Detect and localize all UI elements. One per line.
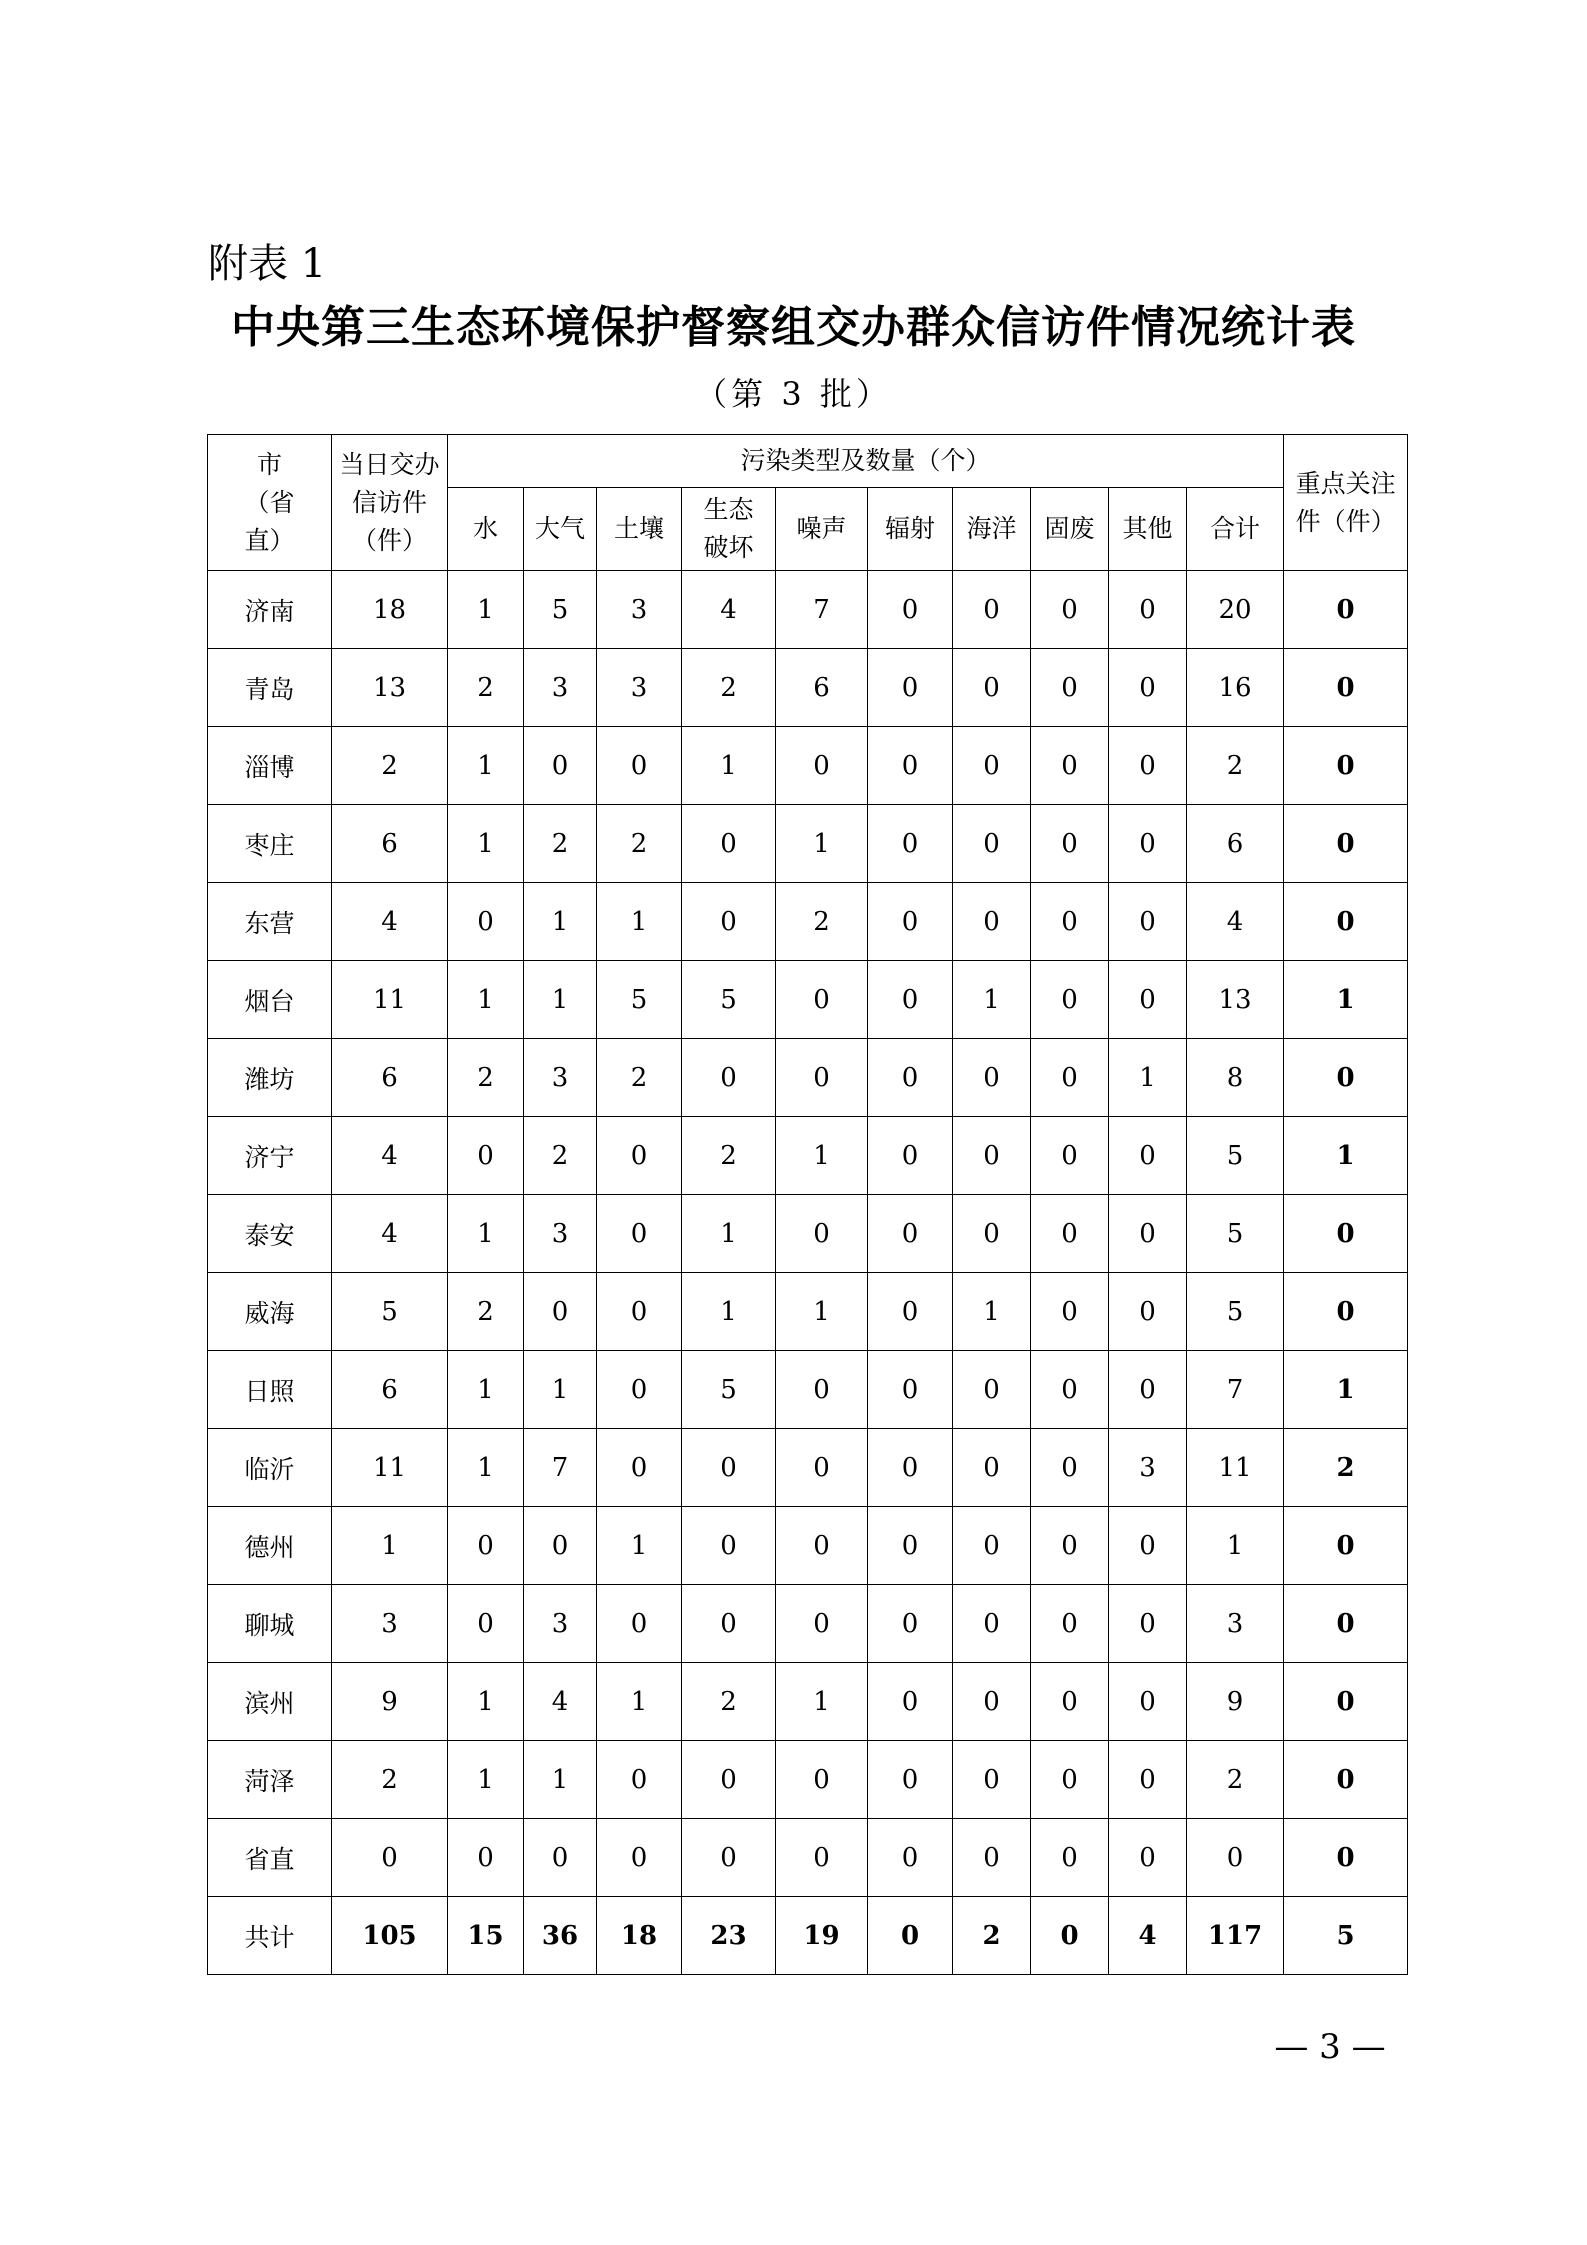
value-cell: 3 bbox=[1187, 1585, 1284, 1663]
header-type-air: 大气 bbox=[524, 488, 597, 571]
value-cell: 0 bbox=[1109, 883, 1187, 961]
city-cell: 青岛 bbox=[208, 649, 332, 727]
city-cell: 枣庄 bbox=[208, 805, 332, 883]
value-cell: 0 bbox=[448, 1507, 524, 1585]
value-cell: 0 bbox=[1109, 1273, 1187, 1351]
value-cell: 117 bbox=[1187, 1897, 1284, 1975]
value-cell: 0 bbox=[1031, 1741, 1109, 1819]
city-cell: 济南 bbox=[208, 571, 332, 649]
page-number: — 3 — bbox=[1274, 2027, 1386, 2067]
value-cell: 1 bbox=[448, 727, 524, 805]
key-case-cell: 1 bbox=[1284, 961, 1408, 1039]
value-cell: 0 bbox=[1109, 961, 1187, 1039]
value-cell: 5 bbox=[1187, 1273, 1284, 1351]
value-cell: 0 bbox=[953, 1585, 1031, 1663]
value-cell: 0 bbox=[1109, 727, 1187, 805]
value-cell: 6 bbox=[776, 649, 868, 727]
value-cell: 5 bbox=[682, 1351, 776, 1429]
value-cell: 0 bbox=[776, 1429, 868, 1507]
city-cell: 日照 bbox=[208, 1351, 332, 1429]
value-cell: 11 bbox=[332, 1429, 448, 1507]
value-cell: 0 bbox=[1109, 1663, 1187, 1741]
value-cell: 0 bbox=[1109, 571, 1187, 649]
header-type-water: 水 bbox=[448, 488, 524, 571]
value-cell: 1 bbox=[448, 961, 524, 1039]
value-cell: 0 bbox=[682, 883, 776, 961]
key-case-cell: 0 bbox=[1284, 727, 1408, 805]
table-row bbox=[208, 805, 1408, 883]
value-cell: 0 bbox=[776, 1195, 868, 1273]
value-cell: 6 bbox=[332, 805, 448, 883]
city-cell: 威海 bbox=[208, 1273, 332, 1351]
value-cell: 5 bbox=[1187, 1117, 1284, 1195]
value-cell: 0 bbox=[868, 1273, 953, 1351]
value-cell: 1 bbox=[953, 1273, 1031, 1351]
value-cell: 36 bbox=[524, 1897, 597, 1975]
value-cell: 0 bbox=[1109, 1351, 1187, 1429]
value-cell: 3 bbox=[597, 649, 682, 727]
value-cell: 4 bbox=[332, 883, 448, 961]
value-cell: 7 bbox=[776, 571, 868, 649]
value-cell: 0 bbox=[597, 1351, 682, 1429]
value-cell: 0 bbox=[597, 1273, 682, 1351]
header-type-ocean: 海洋 bbox=[953, 488, 1031, 571]
value-cell: 0 bbox=[953, 1039, 1031, 1117]
value-cell: 20 bbox=[1187, 571, 1284, 649]
value-cell: 0 bbox=[1109, 1819, 1187, 1897]
value-cell: 2 bbox=[682, 1117, 776, 1195]
value-cell: 0 bbox=[1187, 1819, 1284, 1897]
value-cell: 0 bbox=[597, 1741, 682, 1819]
value-cell: 0 bbox=[1031, 961, 1109, 1039]
table-row bbox=[208, 1273, 1408, 1351]
value-cell: 1 bbox=[682, 1273, 776, 1351]
value-cell: 3 bbox=[524, 1585, 597, 1663]
value-cell: 16 bbox=[1187, 649, 1284, 727]
header-city: 市（省直） bbox=[208, 435, 332, 571]
value-cell: 3 bbox=[1109, 1429, 1187, 1507]
value-cell: 2 bbox=[448, 1039, 524, 1117]
value-cell: 105 bbox=[332, 1897, 448, 1975]
value-cell: 0 bbox=[448, 1117, 524, 1195]
table-row bbox=[208, 1039, 1408, 1117]
value-cell: 5 bbox=[597, 961, 682, 1039]
value-cell: 0 bbox=[1031, 1585, 1109, 1663]
value-cell: 0 bbox=[868, 961, 953, 1039]
value-cell: 0 bbox=[1031, 1429, 1109, 1507]
key-case-cell: 0 bbox=[1284, 649, 1408, 727]
header-key-cases: 重点关注件（件） bbox=[1284, 435, 1408, 571]
value-cell: 0 bbox=[868, 1195, 953, 1273]
value-cell: 0 bbox=[1109, 1507, 1187, 1585]
value-cell: 1 bbox=[597, 883, 682, 961]
value-cell: 0 bbox=[1031, 883, 1109, 961]
value-cell: 2 bbox=[332, 727, 448, 805]
value-cell: 0 bbox=[868, 649, 953, 727]
city-cell: 淄博 bbox=[208, 727, 332, 805]
city-cell: 聊城 bbox=[208, 1585, 332, 1663]
value-cell: 0 bbox=[953, 1663, 1031, 1741]
city-cell: 滨州 bbox=[208, 1663, 332, 1741]
value-cell: 1 bbox=[448, 1351, 524, 1429]
city-cell: 共计 bbox=[208, 1897, 332, 1975]
value-cell: 0 bbox=[682, 1585, 776, 1663]
value-cell: 0 bbox=[868, 1585, 953, 1663]
city-cell: 省直 bbox=[208, 1819, 332, 1897]
value-cell: 2 bbox=[332, 1741, 448, 1819]
value-cell: 1 bbox=[776, 1663, 868, 1741]
value-cell: 0 bbox=[868, 1507, 953, 1585]
value-cell: 0 bbox=[776, 1819, 868, 1897]
value-cell: 0 bbox=[868, 1663, 953, 1741]
value-cell: 1 bbox=[524, 1351, 597, 1429]
value-cell: 7 bbox=[524, 1429, 597, 1507]
table-row bbox=[208, 1195, 1408, 1273]
value-cell: 0 bbox=[1031, 1273, 1109, 1351]
attachment-label: 附表 1 bbox=[208, 241, 327, 287]
value-cell: 15 bbox=[448, 1897, 524, 1975]
value-cell: 1 bbox=[597, 1663, 682, 1741]
value-cell: 5 bbox=[682, 961, 776, 1039]
key-case-cell: 0 bbox=[1284, 1507, 1408, 1585]
value-cell: 9 bbox=[332, 1663, 448, 1741]
key-case-cell: 0 bbox=[1284, 805, 1408, 883]
value-cell: 0 bbox=[776, 1351, 868, 1429]
value-cell: 13 bbox=[332, 649, 448, 727]
value-cell: 0 bbox=[448, 1819, 524, 1897]
key-case-cell: 0 bbox=[1284, 883, 1408, 961]
table-row bbox=[208, 1663, 1408, 1741]
table-row bbox=[208, 1351, 1408, 1429]
value-cell: 0 bbox=[448, 1585, 524, 1663]
value-cell: 11 bbox=[332, 961, 448, 1039]
city-cell: 德州 bbox=[208, 1507, 332, 1585]
value-cell: 0 bbox=[868, 1039, 953, 1117]
value-cell: 0 bbox=[868, 1117, 953, 1195]
value-cell: 2 bbox=[524, 805, 597, 883]
value-cell: 0 bbox=[1109, 805, 1187, 883]
document-title: 中央第三生态环境保护督察组交办群众信访件情况统计表 bbox=[231, 302, 1356, 353]
city-cell: 济宁 bbox=[208, 1117, 332, 1195]
statistics-table bbox=[207, 434, 1408, 1975]
header-daily-cases: 当日交办信访件（件） bbox=[332, 435, 448, 571]
value-cell: 4 bbox=[332, 1117, 448, 1195]
value-cell: 13 bbox=[1187, 961, 1284, 1039]
value-cell: 1 bbox=[448, 1195, 524, 1273]
value-cell: 2 bbox=[524, 1117, 597, 1195]
value-cell: 0 bbox=[868, 1819, 953, 1897]
value-cell: 8 bbox=[1187, 1039, 1284, 1117]
value-cell: 0 bbox=[953, 1819, 1031, 1897]
table-row bbox=[208, 649, 1408, 727]
value-cell: 2 bbox=[1187, 727, 1284, 805]
value-cell: 0 bbox=[776, 961, 868, 1039]
value-cell: 2 bbox=[682, 1663, 776, 1741]
value-cell: 0 bbox=[1031, 1351, 1109, 1429]
value-cell: 1 bbox=[524, 883, 597, 961]
value-cell: 0 bbox=[776, 1039, 868, 1117]
value-cell: 0 bbox=[953, 571, 1031, 649]
value-cell: 0 bbox=[524, 1273, 597, 1351]
value-cell: 1 bbox=[1109, 1039, 1187, 1117]
key-case-cell: 5 bbox=[1284, 1897, 1408, 1975]
value-cell: 4 bbox=[1187, 883, 1284, 961]
header-pollution-group: 污染类型及数量（个） bbox=[448, 435, 1284, 488]
city-cell: 烟台 bbox=[208, 961, 332, 1039]
value-cell: 0 bbox=[597, 1195, 682, 1273]
value-cell: 0 bbox=[682, 1507, 776, 1585]
value-cell: 0 bbox=[682, 1039, 776, 1117]
table-row bbox=[208, 1117, 1408, 1195]
value-cell: 1 bbox=[448, 805, 524, 883]
value-cell: 0 bbox=[776, 727, 868, 805]
table-row bbox=[208, 883, 1408, 961]
key-case-cell: 0 bbox=[1284, 1741, 1408, 1819]
city-cell: 泰安 bbox=[208, 1195, 332, 1273]
value-cell: 0 bbox=[682, 1429, 776, 1507]
value-cell: 3 bbox=[524, 1195, 597, 1273]
value-cell: 0 bbox=[597, 1585, 682, 1663]
value-cell: 1 bbox=[332, 1507, 448, 1585]
value-cell: 0 bbox=[868, 1429, 953, 1507]
value-cell: 0 bbox=[1109, 1117, 1187, 1195]
value-cell: 1 bbox=[524, 961, 597, 1039]
value-cell: 5 bbox=[332, 1273, 448, 1351]
value-cell: 0 bbox=[682, 1819, 776, 1897]
value-cell: 1 bbox=[524, 1741, 597, 1819]
header-type-noise: 噪声 bbox=[776, 488, 868, 571]
value-cell: 0 bbox=[776, 1507, 868, 1585]
value-cell: 1 bbox=[953, 961, 1031, 1039]
value-cell: 1 bbox=[776, 805, 868, 883]
value-cell: 0 bbox=[597, 1429, 682, 1507]
value-cell: 4 bbox=[682, 571, 776, 649]
value-cell: 0 bbox=[524, 727, 597, 805]
value-cell: 0 bbox=[682, 1741, 776, 1819]
value-cell: 11 bbox=[1187, 1429, 1284, 1507]
key-case-cell: 1 bbox=[1284, 1117, 1408, 1195]
value-cell: 2 bbox=[953, 1897, 1031, 1975]
header-type-radiation: 辐射 bbox=[868, 488, 953, 571]
value-cell: 2 bbox=[1187, 1741, 1284, 1819]
value-cell: 0 bbox=[1031, 1507, 1109, 1585]
table-row bbox=[208, 1429, 1408, 1507]
value-cell: 3 bbox=[597, 571, 682, 649]
city-cell: 临沂 bbox=[208, 1429, 332, 1507]
value-cell: 1 bbox=[448, 1741, 524, 1819]
value-cell: 1 bbox=[597, 1507, 682, 1585]
value-cell: 0 bbox=[1031, 1819, 1109, 1897]
header-type-soil: 土壤 bbox=[597, 488, 682, 571]
value-cell: 0 bbox=[776, 1741, 868, 1819]
value-cell: 0 bbox=[953, 805, 1031, 883]
table-row bbox=[208, 1741, 1408, 1819]
value-cell: 0 bbox=[1109, 1741, 1187, 1819]
key-case-cell: 0 bbox=[1284, 1195, 1408, 1273]
value-cell: 0 bbox=[868, 805, 953, 883]
value-cell: 0 bbox=[597, 1117, 682, 1195]
value-cell: 1 bbox=[682, 727, 776, 805]
value-cell: 0 bbox=[868, 571, 953, 649]
value-cell: 0 bbox=[1109, 1585, 1187, 1663]
value-cell: 0 bbox=[1031, 1195, 1109, 1273]
value-cell: 1 bbox=[776, 1117, 868, 1195]
value-cell: 0 bbox=[597, 1819, 682, 1897]
value-cell: 0 bbox=[1031, 727, 1109, 805]
value-cell: 1 bbox=[1187, 1507, 1284, 1585]
value-cell: 0 bbox=[448, 883, 524, 961]
value-cell: 6 bbox=[332, 1039, 448, 1117]
value-cell: 0 bbox=[332, 1819, 448, 1897]
value-cell: 0 bbox=[953, 1195, 1031, 1273]
value-cell: 0 bbox=[953, 1117, 1031, 1195]
value-cell: 0 bbox=[953, 1429, 1031, 1507]
table-row bbox=[208, 1585, 1408, 1663]
value-cell: 6 bbox=[332, 1351, 448, 1429]
value-cell: 3 bbox=[524, 1039, 597, 1117]
value-cell: 0 bbox=[953, 1507, 1031, 1585]
value-cell: 18 bbox=[597, 1897, 682, 1975]
value-cell: 4 bbox=[332, 1195, 448, 1273]
value-cell: 1 bbox=[448, 1429, 524, 1507]
city-cell: 潍坊 bbox=[208, 1039, 332, 1117]
value-cell: 7 bbox=[1187, 1351, 1284, 1429]
value-cell: 1 bbox=[682, 1195, 776, 1273]
value-cell: 0 bbox=[953, 727, 1031, 805]
value-cell: 1 bbox=[448, 571, 524, 649]
key-case-cell: 0 bbox=[1284, 1663, 1408, 1741]
value-cell: 0 bbox=[1109, 1195, 1187, 1273]
value-cell: 2 bbox=[682, 649, 776, 727]
value-cell: 2 bbox=[448, 1273, 524, 1351]
value-cell: 9 bbox=[1187, 1663, 1284, 1741]
header-type-subtotal: 合计 bbox=[1187, 488, 1284, 571]
value-cell: 5 bbox=[1187, 1195, 1284, 1273]
total-row bbox=[208, 1897, 1408, 1975]
key-case-cell: 2 bbox=[1284, 1429, 1408, 1507]
value-cell: 2 bbox=[597, 805, 682, 883]
city-cell: 菏泽 bbox=[208, 1741, 332, 1819]
value-cell: 19 bbox=[776, 1897, 868, 1975]
key-case-cell: 0 bbox=[1284, 1039, 1408, 1117]
key-case-cell: 0 bbox=[1284, 1585, 1408, 1663]
key-case-cell: 0 bbox=[1284, 1273, 1408, 1351]
value-cell: 1 bbox=[776, 1273, 868, 1351]
city-cell: 东营 bbox=[208, 883, 332, 961]
value-cell: 0 bbox=[868, 883, 953, 961]
value-cell: 3 bbox=[332, 1585, 448, 1663]
value-cell: 2 bbox=[448, 649, 524, 727]
value-cell: 0 bbox=[1031, 571, 1109, 649]
value-cell: 4 bbox=[524, 1663, 597, 1741]
value-cell: 0 bbox=[682, 805, 776, 883]
value-cell: 6 bbox=[1187, 805, 1284, 883]
value-cell: 0 bbox=[1031, 1663, 1109, 1741]
value-cell: 1 bbox=[448, 1663, 524, 1741]
header-type-ecology: 生态破坏 bbox=[682, 488, 776, 571]
value-cell: 0 bbox=[868, 1351, 953, 1429]
value-cell: 0 bbox=[868, 1897, 953, 1975]
value-cell: 2 bbox=[776, 883, 868, 961]
document-subtitle: （第 3 批） bbox=[695, 375, 892, 413]
table-row bbox=[208, 1819, 1408, 1897]
value-cell: 0 bbox=[524, 1507, 597, 1585]
value-cell: 0 bbox=[953, 883, 1031, 961]
key-case-cell: 1 bbox=[1284, 1351, 1408, 1429]
value-cell: 4 bbox=[1109, 1897, 1187, 1975]
value-cell: 18 bbox=[332, 571, 448, 649]
key-case-cell: 0 bbox=[1284, 1819, 1408, 1897]
table-row bbox=[208, 571, 1408, 649]
header-type-other: 其他 bbox=[1109, 488, 1187, 571]
value-cell: 0 bbox=[1031, 649, 1109, 727]
value-cell: 0 bbox=[953, 1351, 1031, 1429]
value-cell: 0 bbox=[776, 1585, 868, 1663]
value-cell: 0 bbox=[868, 1741, 953, 1819]
header-type-solid-waste: 固废 bbox=[1031, 488, 1109, 571]
value-cell: 0 bbox=[953, 649, 1031, 727]
value-cell: 5 bbox=[524, 571, 597, 649]
key-case-cell: 0 bbox=[1284, 571, 1408, 649]
value-cell: 0 bbox=[597, 727, 682, 805]
table-row bbox=[208, 727, 1408, 805]
value-cell: 2 bbox=[597, 1039, 682, 1117]
value-cell: 0 bbox=[1109, 649, 1187, 727]
table-row bbox=[208, 1507, 1408, 1585]
value-cell: 0 bbox=[1031, 805, 1109, 883]
value-cell: 3 bbox=[524, 649, 597, 727]
value-cell: 0 bbox=[953, 1741, 1031, 1819]
value-cell: 0 bbox=[868, 727, 953, 805]
value-cell: 0 bbox=[1031, 1039, 1109, 1117]
value-cell: 0 bbox=[524, 1819, 597, 1897]
value-cell: 0 bbox=[1031, 1117, 1109, 1195]
value-cell: 23 bbox=[682, 1897, 776, 1975]
value-cell: 0 bbox=[1031, 1897, 1109, 1975]
table-row bbox=[208, 961, 1408, 1039]
